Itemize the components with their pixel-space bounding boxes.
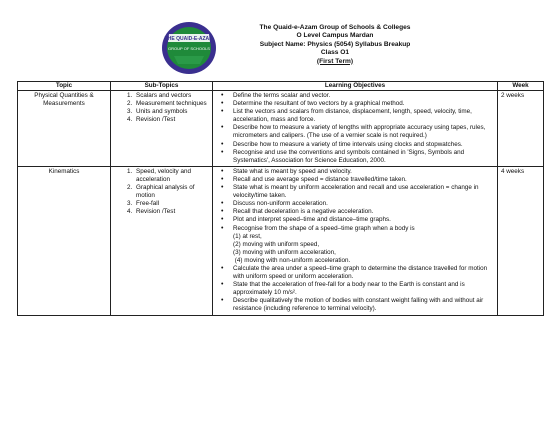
syllabus-table: [17, 81, 544, 316]
header-subtopics: Sub-Topics: [111, 82, 213, 91]
topic-cell: Physical Quantities & Measurements: [18, 91, 111, 167]
objective-item: • Discuss non-uniform acceleration.: [233, 200, 494, 208]
school-logo: [160, 20, 218, 76]
objective-item: • State that the acceleration of free-fall for a body near to the Earth is constant and is approximately 10 m/s².: [233, 281, 494, 297]
subtopic-item: 3. Units and symbols: [134, 108, 209, 116]
objective-item: • Recall that deceleration is a negative acceleration.: [233, 208, 494, 216]
objective-item: • Determine the resultant of two vectors by a graphical method.: [233, 100, 494, 108]
subtopic-item: 3. Free-fall: [134, 200, 209, 208]
subtopic-item: 1. Speed, velocity and acceleration: [134, 168, 209, 184]
header-objectives: Learning Objectives: [213, 82, 498, 91]
header-week: Week: [498, 82, 544, 91]
subtopic-item: 1. Scalars and vectors: [134, 92, 209, 100]
subject-name: Subject Name: Physics (5054) Syllabus Breakup: [259, 40, 411, 48]
table-header-row: [18, 82, 544, 91]
objective-item: [233, 225, 494, 265]
motion-case: (4) moving with non-uniform acceleration.: [233, 256, 351, 264]
objective-item: • Describe how to measure a variety of lengths with appropriate accuracy using tapes, rules, micrometers and calipers. (The use of a vernier scale is not required.): [233, 124, 494, 140]
objective-item: • Calculate the area under a speed–time graph to determine the distance travelled for motion with uniform speed or uniform acceleration.: [233, 265, 494, 281]
subtopic-item: 2. Graphical analysis of motion: [134, 184, 209, 200]
objectives-cell: [213, 166, 498, 315]
objective-item: • Plot and interpret speed–time and distance–time graphs.: [233, 216, 494, 224]
motion-case: (3) moving with uniform acceleration,: [233, 248, 336, 256]
logo-text-bottom: GROUP OF SCHOOLS: [168, 46, 210, 51]
objective-text: • Recognise from the shape of a speed–time graph when a body is: [233, 224, 415, 232]
week-cell: 4 weeks: [498, 166, 544, 315]
objective-item: • Describe qualitatively the motion of bodies with constant weight falling with and without air resistance (including reference to terminal velocity).: [233, 297, 494, 313]
header-topic: Topic: [18, 82, 111, 91]
campus-name: O Level Campus Mardan: [296, 32, 374, 40]
objective-item: • List the vectors and scalars from distance, displacement, length, speed, velocity, time, acceleration, mass and force.: [233, 108, 494, 124]
table-row: [18, 166, 544, 315]
subtopic-item: 4. Revision /Test: [134, 208, 209, 216]
logo-text-top: THE QUAID-E-AZAM: [164, 36, 214, 42]
subtopics-cell: [111, 166, 213, 315]
objective-item: • Recall and use average speed = distance travelled/time taken.: [233, 176, 494, 184]
subtopic-item: 2. Measurement techniques: [134, 100, 209, 108]
subtopic-item: 4. Revision /Test: [134, 116, 209, 124]
objective-item: • Recognise and use the conventions and symbols contained in 'Signs, Symbols and Systematics', Association for Science Education, 2000.: [233, 149, 494, 165]
objectives-cell: [213, 91, 498, 167]
table-row: [18, 91, 544, 167]
class-name: Class O1: [320, 49, 350, 57]
term-name: (First Term): [316, 57, 354, 65]
motion-case: (1) at rest,: [233, 232, 262, 240]
motion-case: (2) moving with uniform speed,: [233, 240, 320, 248]
institution-name: The Quaid-e-Azam Group of Schools & Colleges: [259, 24, 411, 31]
objective-item: • Define the terms scalar and vector.: [233, 92, 494, 100]
document-header: [215, 24, 455, 66]
topic-cell: Kinematics: [18, 166, 111, 315]
objective-item: • State what is meant by uniform acceleration and recall and use acceleration = change in velocity/time taken.: [233, 184, 494, 200]
objective-item: • State what is meant by speed and velocity.: [233, 168, 494, 176]
week-cell: 2 weeks: [498, 91, 544, 167]
objective-item: • Describe how to measure a variety of time intervals using clocks and stopwatches.: [233, 141, 494, 149]
subtopics-cell: [111, 91, 213, 167]
